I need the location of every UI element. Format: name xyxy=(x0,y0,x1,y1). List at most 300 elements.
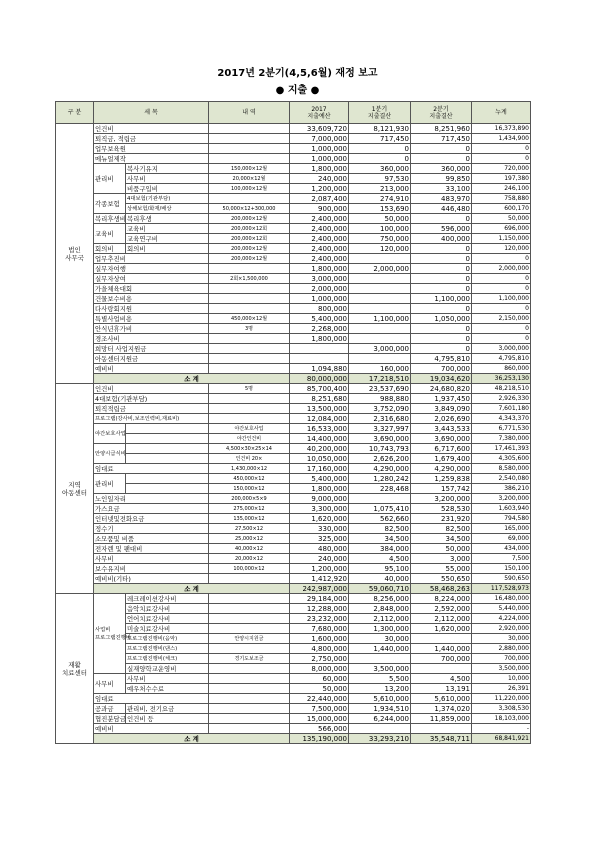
cumulative-cell: 0 xyxy=(472,304,531,314)
q1-cell: 30,000 xyxy=(349,634,411,644)
group-label: 협진분담금 xyxy=(95,714,126,723)
budget-cell: 2,750,000 xyxy=(290,654,349,664)
cumulative-cell: 7,601,180 xyxy=(472,404,531,414)
cumulative-cell: 1,150,000 xyxy=(472,234,531,244)
subtotal-q1: 17,218,510 xyxy=(349,374,411,384)
item-label: 안식년휴가비 xyxy=(94,324,209,334)
budget-cell: 12,084,000 xyxy=(290,414,349,424)
budget-cell: 2,000,000 xyxy=(290,284,349,294)
item-label: 예비비(기타) xyxy=(94,574,209,584)
table-header-row xyxy=(56,102,531,124)
budget-cell: 60,000 xyxy=(290,674,349,684)
detail-cell xyxy=(209,604,290,614)
cumulative-cell: 7,380,000 xyxy=(472,434,531,444)
budget-cell: 2,400,000 xyxy=(290,254,349,264)
q2-cell: 0 xyxy=(411,344,472,354)
detail-cell xyxy=(209,694,290,704)
cumulative-cell: 10,000 xyxy=(472,674,531,684)
table-row xyxy=(56,254,531,264)
cumulative-cell: 2,000,000 xyxy=(472,264,531,274)
detail-cell xyxy=(209,294,290,304)
q2-cell: 4,795,810 xyxy=(411,354,472,364)
budget-cell: 40,200,000 xyxy=(290,444,349,454)
header-q1 xyxy=(349,102,411,124)
subtotal-cumulative: 117,528,973 xyxy=(472,584,531,594)
q2-cell: 34,500 xyxy=(411,534,472,544)
group-label: 회의비 xyxy=(94,244,126,254)
budget-cell: 8,251,680 xyxy=(290,394,349,404)
q1-cell xyxy=(349,304,411,314)
q1-cell: 213,000 xyxy=(349,184,411,194)
detail-cell xyxy=(209,364,290,374)
q2-cell: 11,859,000 xyxy=(411,714,472,724)
item-label: 전자렌 및 팬대비 xyxy=(94,544,209,554)
item-label: 관리비, 전기요금 xyxy=(126,704,209,714)
header-q1-period: 1분기 xyxy=(371,105,388,113)
q1-cell: 5,610,000 xyxy=(349,694,411,704)
cumulative-cell: 2,926,330 xyxy=(472,394,531,404)
q2-cell: 0 xyxy=(411,264,472,274)
cumulative-cell: 0 xyxy=(472,284,531,294)
budget-cell: 2,400,000 xyxy=(290,244,349,254)
item-label: 희망터 사업지원금 xyxy=(94,344,209,354)
table-row xyxy=(56,304,531,314)
q2-cell: 700,000 xyxy=(411,364,472,374)
q1-cell: 562,660 xyxy=(349,514,411,524)
header-q2 xyxy=(411,102,472,124)
budget-cell: 1,800,000 xyxy=(290,334,349,344)
q2-cell: 1,374,020 xyxy=(411,704,472,714)
cumulative-cell: 16,373,890 xyxy=(472,124,531,134)
cumulative-cell: 0 xyxy=(472,254,531,264)
budget-cell: 1,800,000 xyxy=(290,264,349,274)
cumulative-cell: 3,000,000 xyxy=(472,344,531,354)
table-row xyxy=(56,184,531,194)
header-cumulative: 누계 xyxy=(472,102,531,124)
budget-cell: 1,000,000 xyxy=(290,294,349,304)
table-row xyxy=(56,644,531,654)
budget-cell: 16,533,000 xyxy=(290,424,349,434)
q1-cell: 13,200 xyxy=(349,684,411,694)
q2-cell: 1,100,000 xyxy=(411,294,472,304)
q2-cell: 8,251,960 xyxy=(411,124,472,134)
budget-cell: 1,412,920 xyxy=(290,574,349,584)
q1-cell: 153,690 xyxy=(349,204,411,214)
budget-cell: 7,680,000 xyxy=(290,624,349,634)
detail-cell: 안양시지원금 xyxy=(209,634,290,644)
budget-cell: 2,400,000 xyxy=(290,224,349,234)
q2-cell: 0 xyxy=(411,244,472,254)
q2-cell: 8,224,000 xyxy=(411,594,472,604)
budget-cell: 13,500,000 xyxy=(290,404,349,414)
q1-cell xyxy=(349,494,411,504)
q1-cell: 360,000 xyxy=(349,164,411,174)
detail-cell: 야간보호사업 xyxy=(209,424,290,434)
item-label: 건물보수비용 xyxy=(94,294,209,304)
q1-cell: 160,000 xyxy=(349,364,411,374)
cumulative-cell: 2,880,000 xyxy=(472,644,531,654)
cumulative-cell: 5,440,000 xyxy=(472,604,531,614)
budget-cell: 1,200,000 xyxy=(290,184,349,194)
detail-cell xyxy=(209,614,290,624)
item-label xyxy=(126,484,209,494)
item-label: 프로그램(강사비,보조인력비,재료비) xyxy=(94,414,209,424)
cumulative-cell: 165,000 xyxy=(472,524,531,534)
table-row xyxy=(56,504,531,514)
table-row xyxy=(56,594,531,604)
cumulative-cell: 18,103,000 xyxy=(472,714,531,724)
cumulative-cell: 48,218,510 xyxy=(472,384,531,394)
page-subtitle: ● 지출 ● xyxy=(275,85,320,96)
detail-cell: 27,500×12 xyxy=(209,524,290,534)
q2-cell xyxy=(411,634,472,644)
table-row xyxy=(56,694,531,704)
header-budget-label: 지출예산 xyxy=(307,112,331,120)
detail-cell xyxy=(209,134,290,144)
cumulative-cell: 50,000 xyxy=(472,214,531,224)
detail-cell: 50,000×12+300,000 xyxy=(209,204,290,214)
item-label: 경조사비 xyxy=(94,334,209,344)
cumulative-cell: 4,224,000 xyxy=(472,614,531,624)
table-row xyxy=(56,274,531,284)
cumulative-cell: 2,920,000 xyxy=(472,624,531,634)
table-row xyxy=(56,544,531,554)
q1-cell: 3,690,000 xyxy=(349,434,411,444)
item-label: 미술치료강사비 xyxy=(126,624,209,634)
budget-cell xyxy=(290,354,349,364)
q2-cell: 2,112,000 xyxy=(411,614,472,624)
table-row xyxy=(56,294,531,304)
q1-cell xyxy=(349,354,411,364)
q1-cell: 100,000 xyxy=(349,224,411,234)
q1-cell: 6,244,000 xyxy=(349,714,411,724)
budget-cell: 3,300,000 xyxy=(290,504,349,514)
detail-cell xyxy=(209,724,290,734)
item-label: 프로그램진행비(댄스) xyxy=(126,644,209,654)
q1-cell: 4,290,000 xyxy=(349,464,411,474)
detail-cell: 200,000×12월 xyxy=(209,214,290,224)
item-label: 실무자여행 xyxy=(94,264,209,274)
item-label: 퇴직금, 적립금 xyxy=(94,134,209,144)
section-label: 재활 치료센터 xyxy=(56,594,94,744)
table-row xyxy=(56,404,531,414)
table-row xyxy=(56,564,531,574)
q1-cell: 10,743,793 xyxy=(349,444,411,454)
header-q2-label: 지출결산 xyxy=(429,112,453,120)
table-row xyxy=(56,204,531,214)
budget-cell: 2,087,400 xyxy=(290,194,349,204)
detail-cell: 1,430,000×12 xyxy=(209,464,290,474)
budget-cell: 480,000 xyxy=(290,544,349,554)
q1-cell: 1,300,000 xyxy=(349,624,411,634)
detail-cell: 100,000×12 xyxy=(209,564,290,574)
cumulative-cell: 794,580 xyxy=(472,514,531,524)
detail-cell: 2회×1,500,000 xyxy=(209,274,290,284)
table-row xyxy=(56,454,531,464)
q1-cell: 228,468 xyxy=(349,484,411,494)
budget-cell: 240,000 xyxy=(290,554,349,564)
detail-cell: 150,000×12월 xyxy=(209,164,290,174)
q1-cell: 8,121,930 xyxy=(349,124,411,134)
table-row xyxy=(56,444,531,454)
item-label: 4대보험(기관부담) xyxy=(94,394,209,404)
q2-cell: 82,500 xyxy=(411,524,472,534)
table-row xyxy=(56,414,531,424)
q2-cell: 528,530 xyxy=(411,504,472,514)
q1-cell: 23,537,690 xyxy=(349,384,411,394)
group-label: 사업비 프로그램진행비 xyxy=(94,594,126,674)
item-label: 예우처수수료 xyxy=(126,684,209,694)
cumulative-cell: 4,795,810 xyxy=(472,354,531,364)
budget-cell: 1,094,880 xyxy=(290,364,349,374)
item-label xyxy=(126,444,209,454)
budget-cell: 900,000 xyxy=(290,204,349,214)
q2-cell: 700,000 xyxy=(411,654,472,664)
detail-cell: 200,000×12회 xyxy=(209,224,290,234)
detail-cell xyxy=(209,414,290,424)
budget-cell: 325,000 xyxy=(290,534,349,544)
budget-cell: 1,620,000 xyxy=(290,514,349,524)
budget-cell: 330,000 xyxy=(290,524,349,534)
item-label: 프로그램진행비(음악) xyxy=(126,634,209,644)
detail-cell: 20,000×12월 xyxy=(209,174,290,184)
q2-cell: 596,000 xyxy=(411,224,472,234)
q2-cell: 3,690,000 xyxy=(411,434,472,444)
detail-cell xyxy=(209,404,290,414)
table-row xyxy=(56,364,531,374)
item-label: 다사랑회지원 xyxy=(94,304,209,314)
q1-cell: 988,880 xyxy=(349,394,411,404)
detail-cell xyxy=(209,354,290,364)
q1-cell: 82,500 xyxy=(349,524,411,534)
table-row xyxy=(56,394,531,404)
detail-cell xyxy=(209,144,290,154)
q1-cell: 2,848,000 xyxy=(349,604,411,614)
table-row xyxy=(56,134,531,144)
table-row xyxy=(56,354,531,364)
budget-cell: 12,288,000 xyxy=(290,604,349,614)
q2-cell: 0 xyxy=(411,284,472,294)
budget-cell: 7,500,000 xyxy=(290,704,349,714)
group-label: 공과금 xyxy=(94,704,126,714)
cumulative-cell: 4,305,600 xyxy=(472,454,531,464)
item-label xyxy=(126,474,209,484)
table-row xyxy=(56,164,531,174)
table-row xyxy=(56,384,531,394)
detail-cell: 5명 xyxy=(209,384,290,394)
table-row xyxy=(56,524,531,534)
header-q2-period: 2분기 xyxy=(433,105,449,113)
detail-cell: 150,000×12 xyxy=(209,484,290,494)
cumulative-cell: 6,771,530 xyxy=(472,424,531,434)
budget-cell: 22,440,000 xyxy=(290,694,349,704)
table-row xyxy=(56,194,531,204)
q1-cell: 1,934,510 xyxy=(349,704,411,714)
q2-cell: 2,026,690 xyxy=(411,414,472,424)
subtotal-row xyxy=(56,584,531,594)
cumulative-cell: 700,000 xyxy=(472,654,531,664)
group-label: 각종보험 xyxy=(94,194,126,214)
detail-cell: 야간인건비 xyxy=(209,434,290,444)
table-row xyxy=(56,214,531,224)
q2-cell: 3,443,533 xyxy=(411,424,472,434)
table-row xyxy=(56,224,531,234)
subtotal-budget: 242,987,000 xyxy=(290,584,349,594)
detail-cell xyxy=(209,574,290,584)
q1-cell xyxy=(349,654,411,664)
q2-cell: 360,000 xyxy=(411,164,472,174)
cumulative-cell: 2,540,080 xyxy=(472,474,531,484)
cumulative-cell: 696,000 xyxy=(472,224,531,234)
cumulative-cell: 434,000 xyxy=(472,544,531,554)
detail-cell xyxy=(209,704,290,714)
q2-cell: 1,050,000 xyxy=(411,314,472,324)
budget-cell: 23,232,000 xyxy=(290,614,349,624)
cumulative-cell: 758,880 xyxy=(472,194,531,204)
q2-cell: 446,480 xyxy=(411,204,472,214)
q2-cell: 157,742 xyxy=(411,484,472,494)
detail-cell: 100,000×12월 xyxy=(209,184,290,194)
table-row xyxy=(56,534,531,544)
q2-cell xyxy=(411,724,472,734)
item-label: 복리후생 xyxy=(126,214,209,224)
detail-cell: 4,500×30×25×14 xyxy=(209,444,290,454)
q1-cell xyxy=(349,334,411,344)
q1-cell: 95,100 xyxy=(349,564,411,574)
cumulative-cell: 1,603,940 xyxy=(472,504,531,514)
detail-cell xyxy=(209,334,290,344)
item-label: 인건비 xyxy=(94,124,209,134)
table-row xyxy=(56,464,531,474)
q2-cell: 55,000 xyxy=(411,564,472,574)
header-detail: 내 역 xyxy=(209,102,290,124)
table-row xyxy=(56,624,531,634)
item-label: 교육연구비 xyxy=(126,234,209,244)
q1-cell: 40,000 xyxy=(349,574,411,584)
cumulative-cell: 69,000 xyxy=(472,534,531,544)
group-label: 야간보호사업 xyxy=(94,424,126,444)
cumulative-cell: 3,200,000 xyxy=(472,494,531,504)
budget-cell: 50,000 xyxy=(290,684,349,694)
budget-cell: 17,160,000 xyxy=(290,464,349,474)
item-label: 상해보험/화재/배상 xyxy=(126,204,209,214)
table-row xyxy=(56,424,531,434)
header-budget xyxy=(290,102,349,124)
q1-cell: 1,100,000 xyxy=(349,314,411,324)
q1-cell: 3,327,997 xyxy=(349,424,411,434)
q2-cell: 400,000 xyxy=(411,234,472,244)
q2-cell: 4,500 xyxy=(411,674,472,684)
detail-cell: 200,000×12월 xyxy=(209,254,290,264)
q2-cell: 0 xyxy=(411,214,472,224)
item-label: 사무비 xyxy=(126,674,209,684)
table-row xyxy=(56,704,531,714)
q2-cell: 1,259,838 xyxy=(411,474,472,484)
detail-cell xyxy=(209,714,290,724)
subtotal-q1: 59,060,710 xyxy=(349,584,411,594)
table-row xyxy=(56,654,531,664)
section-label: 지역 아동센터 xyxy=(56,384,94,594)
cumulative-cell: 197,380 xyxy=(472,174,531,184)
table-row xyxy=(56,174,531,184)
q2-cell xyxy=(411,664,472,674)
item-label: 메뉴얼제작 xyxy=(94,154,209,164)
budget-cell: 2,400,000 xyxy=(290,234,349,244)
detail-cell: 200,000×12월 xyxy=(209,244,290,254)
item-label: 임대료 xyxy=(94,694,209,704)
detail-cell xyxy=(209,284,290,294)
detail-cell: 40,000×12 xyxy=(209,544,290,554)
cumulative-cell: 120,000 xyxy=(472,244,531,254)
detail-cell: 135,000×12 xyxy=(209,514,290,524)
q2-cell: 231,920 xyxy=(411,514,472,524)
cumulative-cell: 0 xyxy=(472,334,531,344)
item-label: 인건비 등 xyxy=(126,714,209,724)
item-label: 실재양학교운영비 xyxy=(126,664,209,674)
q1-cell: 750,000 xyxy=(349,234,411,244)
q1-cell: 97,530 xyxy=(349,174,411,184)
table-row xyxy=(56,614,531,624)
detail-cell xyxy=(209,674,290,684)
budget-cell: 5,400,000 xyxy=(290,474,349,484)
cumulative-cell: 590,650 xyxy=(472,574,531,584)
item-label: 실무자상여 xyxy=(94,274,209,284)
header-budget-year: 2017 xyxy=(311,105,327,113)
q2-cell: 5,610,000 xyxy=(411,694,472,704)
subtotal-q2: 35,548,711 xyxy=(411,734,472,744)
q2-cell: 6,717,600 xyxy=(411,444,472,454)
subtotal-row xyxy=(56,734,531,744)
header-q1-label: 지출결산 xyxy=(367,112,392,120)
budget-cell: 2,268,000 xyxy=(290,324,349,334)
table-row xyxy=(56,314,531,324)
q1-cell: 3,000,000 xyxy=(349,344,411,354)
group-label: 교육비 xyxy=(94,224,126,244)
table-row xyxy=(56,154,531,164)
item-label xyxy=(126,454,209,464)
q2-cell: 1,440,000 xyxy=(411,644,472,654)
q1-cell xyxy=(349,274,411,284)
q1-cell: 4,500 xyxy=(349,554,411,564)
cumulative-cell: 0 xyxy=(472,324,531,334)
table-body xyxy=(56,124,531,744)
q1-cell: 120,000 xyxy=(349,244,411,254)
q2-cell: 3,849,090 xyxy=(411,404,472,414)
cumulative-cell: 4,343,370 xyxy=(472,414,531,424)
q1-cell: 1,075,410 xyxy=(349,504,411,514)
table-row xyxy=(56,484,531,494)
subtotal-q2: 19,034,620 xyxy=(411,374,472,384)
detail-cell xyxy=(209,644,290,654)
budget-cell xyxy=(290,344,349,354)
detail-cell: 경기도보조금 xyxy=(209,654,290,664)
detail-cell: 3명 xyxy=(209,324,290,334)
table-row xyxy=(56,634,531,644)
q1-cell xyxy=(349,294,411,304)
budget-cell: 2,400,000 xyxy=(290,214,349,224)
detail-cell: 450,000×12월 xyxy=(209,314,290,324)
q1-cell: 384,000 xyxy=(349,544,411,554)
budget-cell: 1,000,000 xyxy=(290,154,349,164)
table-row xyxy=(56,434,531,444)
cumulative-cell: 1,434,900 xyxy=(472,134,531,144)
subtotal-q1: 33,293,210 xyxy=(349,734,411,744)
table-row xyxy=(56,714,531,724)
detail-cell xyxy=(209,594,290,604)
budget-cell: 4,800,000 xyxy=(290,644,349,654)
table-row xyxy=(56,334,531,344)
cumulative-cell: 246,100 xyxy=(472,184,531,194)
